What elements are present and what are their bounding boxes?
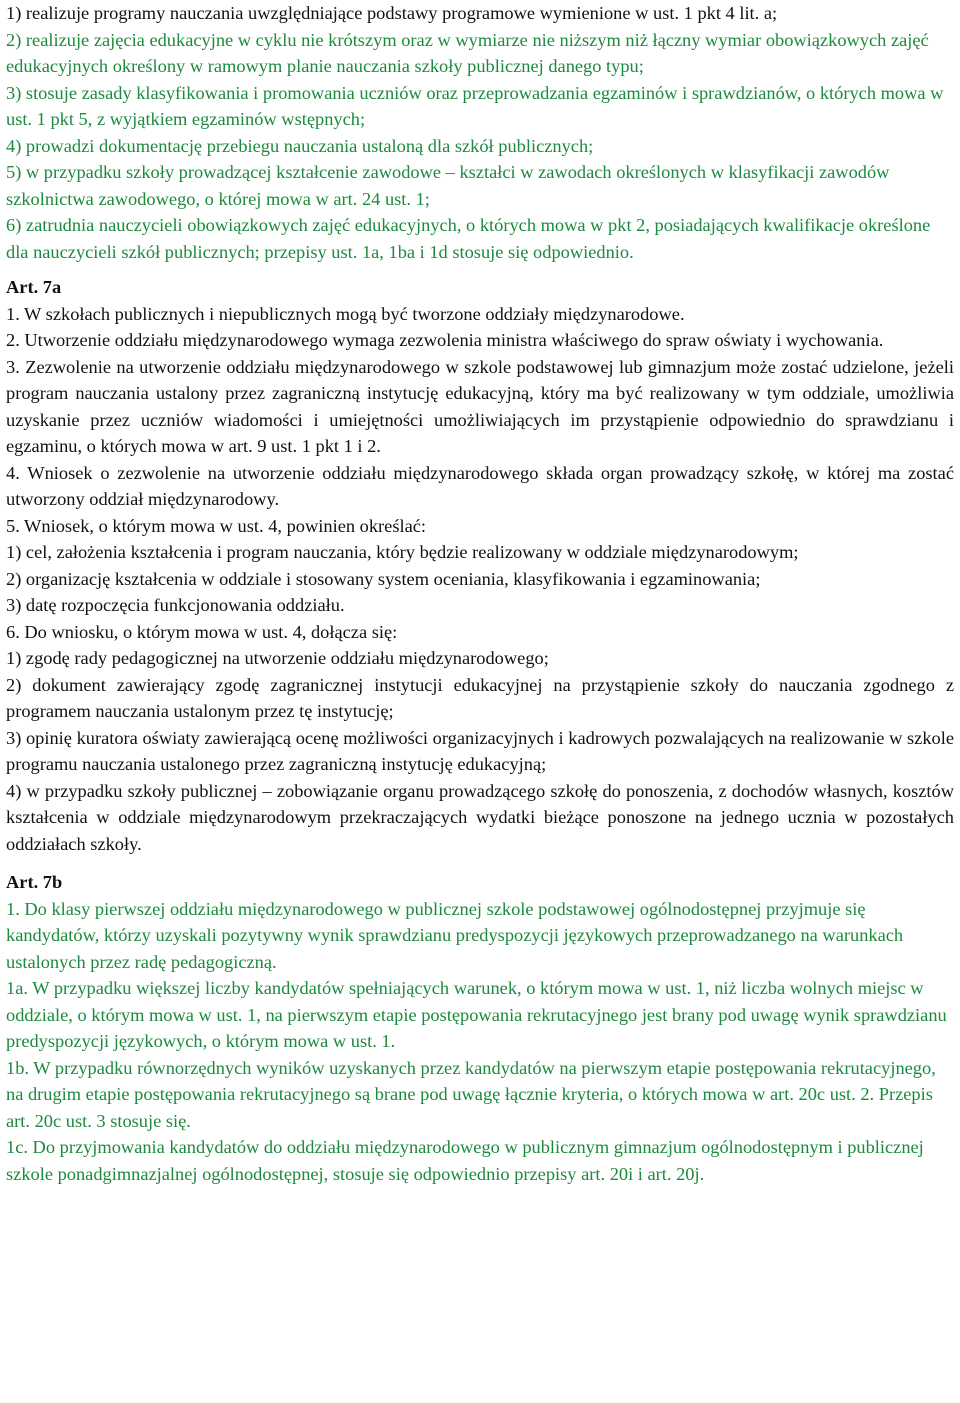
art7a-ust-6-pkt-2: 2) dokument zawierający zgodę zagranicznej instytucji edukacyjnej na przystąpienie szkoły do nauczania zgodnego z programem nauczania ustalonym przez tę instytucję; [6,674,954,721]
art7a-ust-6-pkt-1: 1) zgodę rady pedagogicznej na utworzenie oddziału międzynarodowego; [6,648,549,668]
item-3-klasyfikowanie: 3) stosuje zasady klasyfikowania i promowania uczniów oraz przeprowadzania egzaminów i sprawdzianów, o których mowa w ust. 1 pkt 5, z wyjątkiem egzaminów wstępnych; [6,82,944,129]
art7a-ust-3: 3. Zezwolenie na utworzenie oddziału międzynarodowego w szkole podstawowej lub gimnazjum może zostać udzielone, jeżeli program nauczania ustalony przez zagraniczną instytucję edukacyjną, który ma być realizowany w tym oddziale, umożliwia uzyskanie przez uczniów wiadomości i umiejętności umożliwiających im przystąpienie odpowiednio do sprawdzianu i egzaminu, o których mowa w art. 9 ust. 1 pkt 1 i 2. [6,356,954,456]
item-1-lit-a: 1) realizuje programy nauczania uwzględniające podstawy programowe wymienione w ust. 1 pkt 4 lit. a; [6,3,778,23]
art7a-ust-6: 6. Do wniosku, o którym mowa w ust. 4, dołącza się: [6,621,398,642]
item-6-nauczyciele: 6) zatrudnia nauczycieli obowiązkowych zajęć edukacyjnych, o których mowa w pkt 2, posiadających kwalifikacje określone dla nauczycieli szkół publicznych; przepisy ust. 1a, 1ba i 1d stosuje się odpowiednio. [6,215,931,262]
article-7b-heading: Art. 7b [6,872,63,892]
item-2-zajecia: 2) realizuje zajęcia edukacyjne w cyklu nie krótszym oraz w wymiarze nie niższym niż łączny wymiar obowiązkowych zajęć edukacyjnych określony w ramowym planie nauczania szkoły publicznej danego typu; [6,29,929,76]
art7b-ust-1a: 1a. W przypadku większej liczby kandydatów spełniających warunek, o którym mowa w ust. 1, niż liczba wolnych miejsc w oddziale, o którym mowa w ust. 1, na pierwszym etapie postępowania rekrutacyjnego jest brany pod uwagę wynik sprawdzianu predyspozycji językowych, o którym mowa w ust. 1. [6,978,947,1051]
art7a-ust-5-pkt-3: 3) datę rozpoczęcia funkcjonowania oddziału. [6,595,345,615]
item-5-zawodowe: 5) w przypadku szkoły prowadzącej kształcenie zawodowe – kształci w zawodach określonych w klasyfikacji zawodów szkolnictwa zawodowego, o której mowa w art. 24 ust. 1; [6,162,890,209]
art7a-ust-2: 2. Utworzenie oddziału międzynarodowego wymaga zezwolenia ministra właściwego do spraw oświaty i wychowania. [6,330,884,350]
art7a-ust-6-pkt-4: 4) w przypadku szkoły publicznej – zobowiązanie organu prowadzącego szkołę do ponoszenia, z dochodów własnych, kosztów kształcenia w oddziale międzynarodowym przekraczających wydatki bieżące ponoszone na jednego ucznia w pozostałych oddziałach szkoły. [6,780,954,854]
art7a-ust-5-pkt-1: 1) cel, założenia kształcenia i program nauczania, który będzie realizowany w oddziale międzynarodowym; [6,542,799,562]
art7a-ust-1: 1. W szkołach publicznych i niepublicznych mogą być tworzone oddziały międzynarodowe. [6,303,685,324]
art7b-ust-1c: 1c. Do przyjmowania kandydatów do oddziału międzynarodowego w publicznym gimnazjum ogólnodostępnym i publicznej szkole ponadgimnazjalnej ogólnodostępnej, stosuje się odpowiednio przepisy art. 20i i art. 20j. [6,1137,924,1184]
item-4-dokumentacja: 4) prowadzi dokumentację przebiegu nauczania ustaloną dla szkół publicznych; [6,135,594,156]
art7b-ust-1: 1. Do klasy pierwszej oddziału międzynarodowego w publicznej szkole podstawowej ogólnodostępnej przyjmuje się kandydatów, którzy uzyskali pozytywny wynik sprawdzianu predyspozycji językowych przeprowadzanego na warunkach ustalonych przez radę pedagogiczną. [6,898,904,972]
article-7a-heading: Art. 7a [6,277,62,297]
art7a-ust-6-pkt-3: 3) opinię kuratora oświaty zawierającą ocenę możliwości organizacyjnych i kadrowych pozwalających na realizowanie w szkole programu nauczania ustalonego przez zagraniczną instytucję edukacyjną; [6,727,954,774]
art7b-ust-1b: 1b. W przypadku równorzędnych wyników uzyskanych przez kandydatów na pierwszym etapie postępowania rekrutacyjnego, na drugim etapie postępowania rekrutacyjnego są brane pod uwagę łącznie kryteria, o których mowa w art. 20c ust. 2. Przepis art. 20c ust. 3 stosuje się. [6,1057,936,1131]
art7a-ust-5-pkt-2: 2) organizację kształcenia w oddziale i stosowany system oceniania, klasyfikowania i egzaminowania; [6,568,761,589]
art7a-ust-5: 5. Wniosek, o którym mowa w ust. 4, powinien określać: [6,515,427,536]
art7a-ust-4: 4. Wniosek o zezwolenie na utworzenie oddziału międzynarodowego składa organ prowadzący szkołę, w której ma zostać utworzony oddział międzynarodowy. [6,462,954,509]
